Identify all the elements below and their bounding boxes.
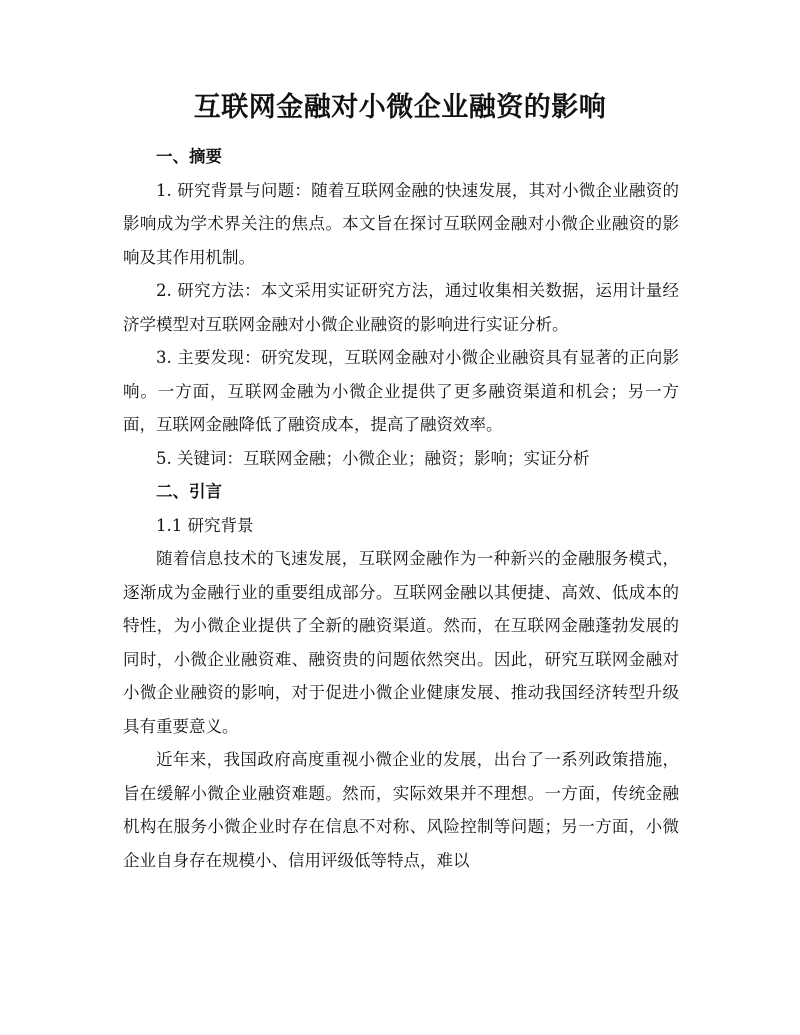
body-paragraph: 近年来，我国政府高度重视小微企业的发展，出台了一系列政策措施，旨在缓解小微企业融资难题。然而，实际效果并不理想。一方面，传统金融机构在服务小微企业时存在信息不对称、风险控制等问题；另一方面，小微企业自身存在规模小、信用评级低等特点，难以 (123, 750, 679, 870)
document-title: 互联网金融对小微企业融资的影响 (193, 92, 607, 123)
abstract-heading: 一、摘要 (156, 147, 222, 166)
abstract-item: 2. 研究方法：本文采用实证研究方法，通过收集相关数据，运用计量经济学模型对互联网金融对小微企业融资的影响进行实证分析。 (123, 281, 679, 334)
intro-heading: 二、引言 (156, 482, 222, 501)
body-paragraph: 随着信息技术的飞速发展，互联网金融作为一种新兴的金融服务模式，逐渐成为金融行业的重要组成部分。互联网金融以其便捷、高效、低成本的特性，为小微企业提供了全新的融资渠道。然而，在互联网金融蓬勃发展的同时，小微企业融资难、融资贵的问题依然突出。因此，研究互联网金融对小微企业融资的影响，对于促进小微企业健康发展、推动我国经济转型升级具有重要意义。 (123, 549, 679, 736)
abstract-item: 3. 主要发现：研究发现，互联网金融对小微企业融资具有显著的正向影响。一方面，互联网金融为小微企业提供了更多融资渠道和机会；另一方面，互联网金融降低了融资成本，提高了融资效率。 (123, 348, 679, 434)
keywords-line: 5. 关键词：互联网金融；小微企业；融资；影响；实证分析 (156, 448, 590, 468)
abstract-item: 1. 研究背景与问题：随着互联网金融的快速发展，其对小微企业融资的影响成为学术界关注的焦点。本文旨在探讨互联网金融对小微企业融资的影响及其作用机制。 (123, 180, 679, 267)
subsection-title: 1.1 研究背景 (156, 515, 254, 535)
document-body (123, 140, 679, 877)
